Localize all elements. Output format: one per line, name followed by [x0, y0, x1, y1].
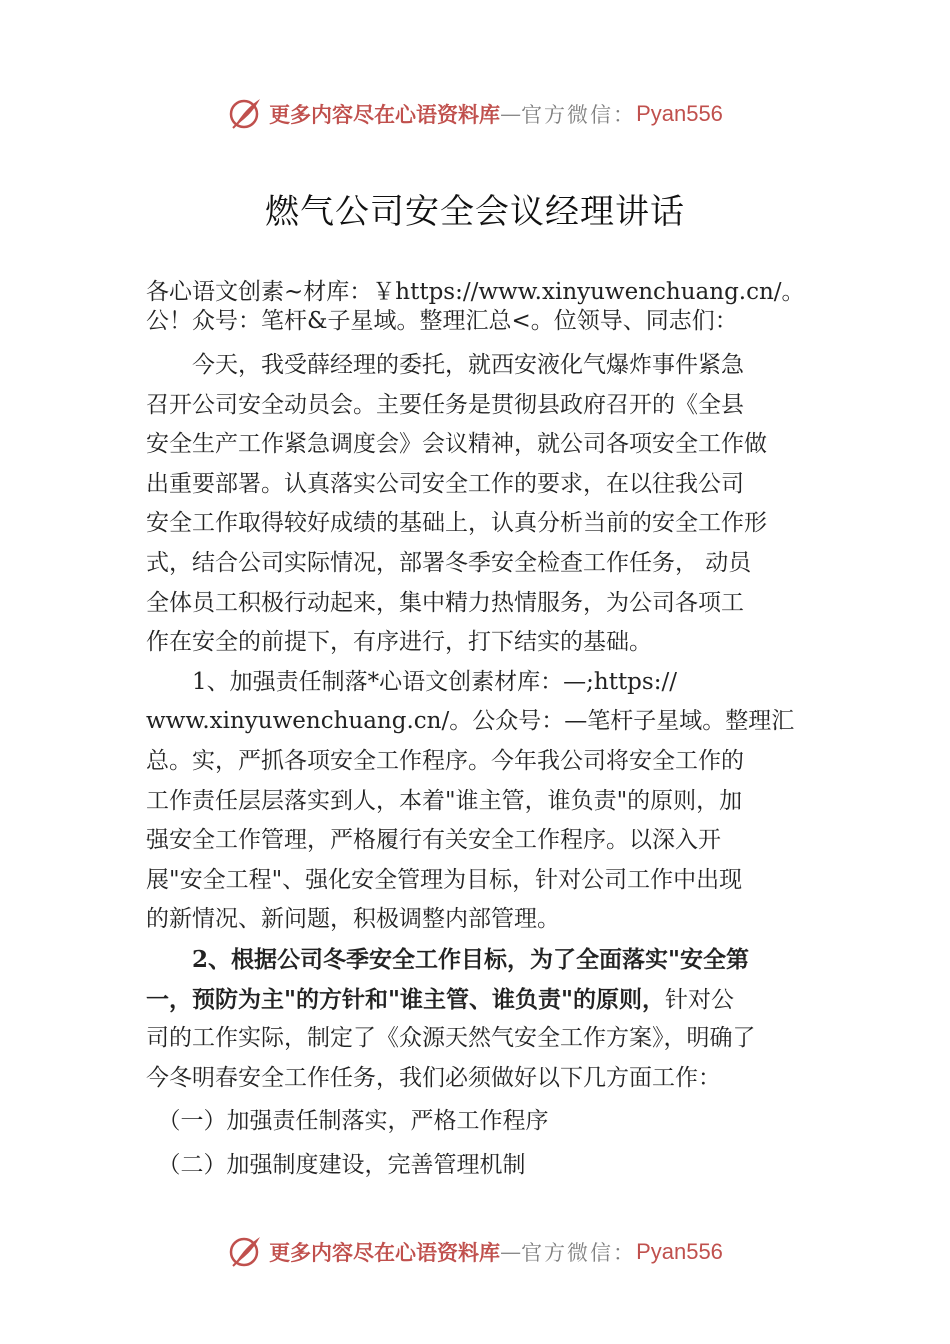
list-item: （一）加强责任制落实，严格工作程序	[146, 1108, 549, 1135]
body-line: 出重要部署。认真落实公司安全工作的要求，在以往我公司	[146, 470, 744, 497]
para2-line: 2、根据公司冬季安全工作目标，为了全面落实"安全第	[146, 945, 749, 973]
para2-line: 今冬明春安全工作任务，我们必须做好以下几方面工作：	[146, 1064, 721, 1091]
para2-bold-segment: 一，预防为主"的方针和"谁主管、谁负责"的原则，	[146, 985, 665, 1013]
banner-dash: —	[500, 1240, 522, 1264]
body-line: 全体员工积极行动起来，集中精力热情服务，为公司各项工	[146, 589, 744, 616]
list-item: （二）加强制度建设，完善管理机制	[146, 1151, 526, 1178]
quill-logo-icon	[227, 96, 263, 132]
body-line: 召开公司安全动员会。主要任务是贯彻县政府召开的《全县	[146, 391, 744, 418]
banner-red-text: 更多内容尽在心语资料库	[269, 1240, 501, 1265]
para2-line: 司的工作实际，制定了《众源天然气安全工作方案》，明确了	[146, 1025, 756, 1052]
banner-dash: —	[500, 102, 522, 126]
body-line: 工作责任层层落实到人，本着"谁主管，谁负责"的原则，加	[146, 787, 743, 814]
top-banner	[0, 94, 950, 134]
para2-line	[146, 980, 818, 1020]
para2-regular-segment: 针对公	[664, 986, 734, 1013]
body-line: 总。实，严抓各项安全工作程序。今年我公司将安全工作的	[146, 747, 744, 774]
banner-wechat-id: Pyan556	[636, 101, 723, 126]
body-line: 各心语文创素~材库：￥https://www.xinyuwenchuang.cn/。	[146, 279, 805, 305]
body-line: www.xinyuwenchuang.cn/。公众号：—笔杆子星域。整理汇	[146, 708, 795, 735]
quill-logo-icon	[227, 1234, 263, 1270]
body-line: 公！众号：笔杆&子星域。整理汇总<。位领导、同志们：	[146, 308, 738, 334]
body-line: 的新情况、新问题，积极调整内部管理。	[146, 906, 560, 933]
body-line: 作在安全的前提下，有序进行，打下结实的基础。	[146, 629, 652, 656]
body-line: 1、加强责任制落*心语文创素材库：—;https://	[146, 668, 677, 695]
body-line: 式，结合公司实际情况，部署冬季安全检查工作任务， 动员	[146, 549, 752, 576]
page-title: 燃气公司安全会议经理讲话	[265, 192, 685, 232]
document-body	[146, 278, 818, 1185]
banner-wechat-id: Pyan556	[636, 1239, 723, 1264]
body-line: 展"安全工程"、强化安全管理为目标，针对公司工作中出现	[146, 866, 743, 893]
body-line: 安全生产工作紧急调度会》会议精神，就公司各项安全工作做	[146, 431, 767, 458]
bottom-banner	[0, 1232, 950, 1272]
banner-red-text: 更多内容尽在心语资料库	[269, 102, 501, 127]
body-line: 强安全工作管理，严格履行有关安全工作程序。以深入开	[146, 827, 721, 854]
body-line: 今天，我受薛经理的委托，就西安液化气爆炸事件紧急	[146, 352, 744, 378]
banner-wechat-label: 官方微信：	[521, 1241, 637, 1265]
banner-wechat-label: 官方微信：	[521, 103, 637, 127]
body-line: 安全工作取得较好成绩的基础上，认真分析当前的安全工作形	[146, 510, 767, 537]
